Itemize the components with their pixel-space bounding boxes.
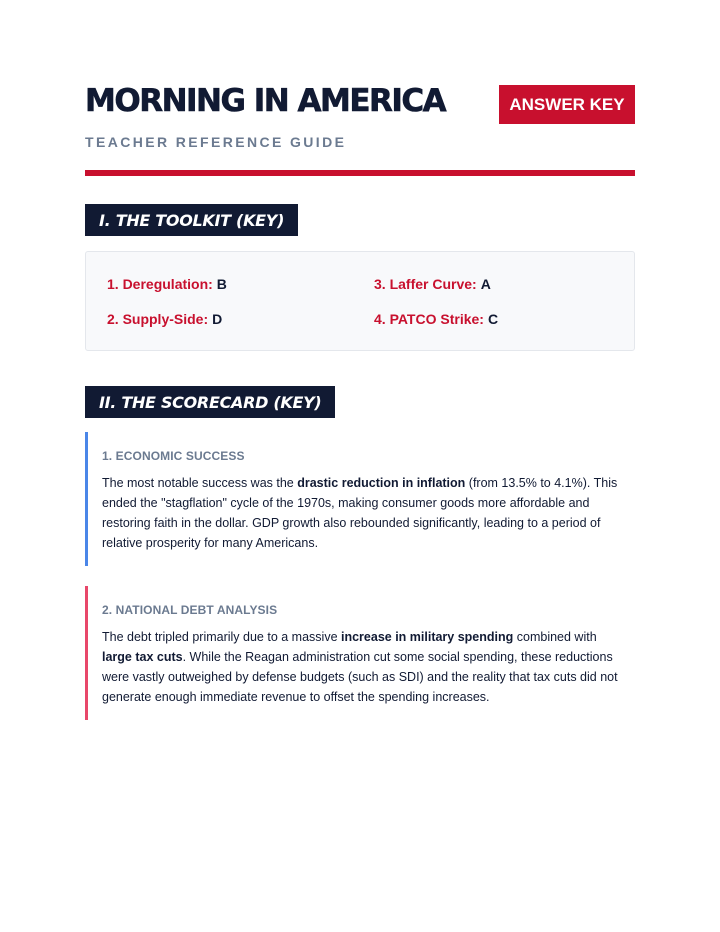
toolkit-item xyxy=(107,276,227,292)
answer-key-badge: ANSWER KEY xyxy=(499,85,635,124)
card-title: 1. ECONOMIC SUCCESS xyxy=(102,449,245,463)
toolkit-item-answer: B xyxy=(216,276,227,292)
national-debt-card xyxy=(85,586,632,720)
card-emphasis: large tax cuts xyxy=(102,650,183,664)
toolkit-item-label: 1. Deregulation: xyxy=(107,276,213,292)
toolkit-item xyxy=(374,276,491,292)
page-subtitle: TEACHER REFERENCE GUIDE xyxy=(85,134,347,150)
card-emphasis: increase in military spending xyxy=(341,630,514,644)
card-text: (from 13.5% to 4.1%). This ended the "stagflation" cycle of the 1970s, making consumer goods more affordable and restoring faith in the dollar. GDP growth also rebounded significantly, leading to a period of relative prosperity for many Americans. xyxy=(102,476,618,550)
economic-success-card xyxy=(85,432,632,566)
card-body xyxy=(102,473,632,553)
toolkit-item-answer: C xyxy=(487,311,499,327)
card-text: combined with xyxy=(513,630,597,644)
card-accent-bar xyxy=(85,432,88,566)
card-text: The most notable success was the xyxy=(102,476,298,490)
page-header xyxy=(85,82,635,174)
toolkit-item-label: 3. Laffer Curve: xyxy=(374,276,477,292)
toolkit-item-label: 4. PATCO Strike: xyxy=(374,311,484,327)
toolkit-answer-box xyxy=(85,251,635,351)
card-emphasis: drastic reduction in inflation xyxy=(297,476,466,490)
scorecard-heading: II. THE SCORECARD (KEY) xyxy=(85,386,335,418)
page-title: MORNING IN AMERICA xyxy=(85,83,446,119)
toolkit-item-answer: A xyxy=(480,276,491,292)
card-title: 2. NATIONAL DEBT ANALYSIS xyxy=(102,603,278,617)
toolkit-item xyxy=(107,311,222,327)
card-text: . While the Reagan administration cut some social spending, these reductions were vastly outweighed by defense budgets (such as SDI) and the reality that tax cuts did not generate enough immediate revenue to offset the spending increases. xyxy=(102,650,618,704)
toolkit-heading: I. THE TOOLKIT (KEY) xyxy=(85,204,298,236)
card-text: The debt tripled primarily due to a massive xyxy=(102,630,341,644)
toolkit-item xyxy=(374,311,498,327)
card-accent-bar xyxy=(85,586,88,720)
toolkit-item-label: 2. Supply-Side: xyxy=(107,311,209,327)
card-body xyxy=(102,627,632,707)
header-divider xyxy=(85,170,635,176)
toolkit-item-answer: D xyxy=(212,311,223,327)
